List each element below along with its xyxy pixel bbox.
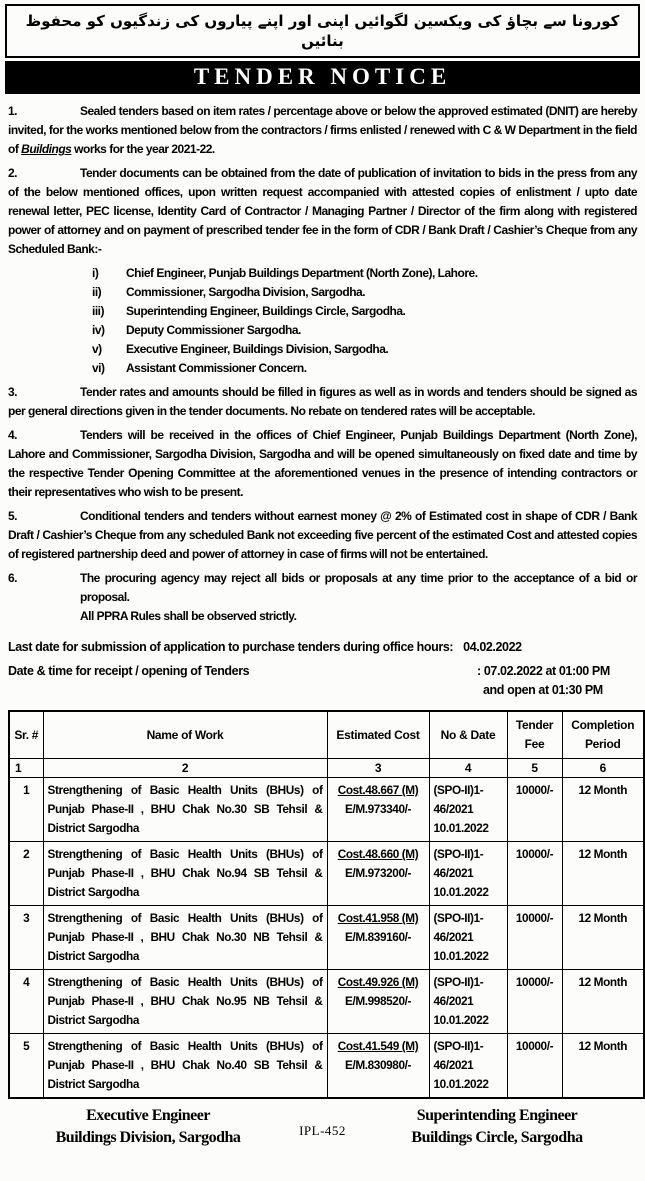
cell-name-of-work: Strengthening of Basic Health Units (BHUs) of Punjab Phase-II , BHU Chak No.95 NB Tehsil & District Sargodha <box>43 970 327 1034</box>
urdu-banner-text: کورونا سے بچاؤ کی ویکسین لگوائیں اپنی اور اپنے پیاروں کی زندگیوں کو محفوظ بنائیں <box>25 12 620 50</box>
table-row <box>9 970 644 1034</box>
cell-completion-period: 12 Month <box>562 906 644 970</box>
tender-number-line1: (SPO-II)1- <box>433 1039 484 1053</box>
paragraph-3-number: 3. <box>8 385 18 399</box>
table-row <box>9 842 644 906</box>
cell-name-of-work: Strengthening of Basic Health Units (BHUs) of Punjab Phase-II , BHU Chak No.30 SB Tehsil & District Sargodha <box>43 778 327 842</box>
paragraph-6-number: 6. <box>8 571 18 585</box>
submission-date-value: 04.02.2022 <box>463 640 522 654</box>
tender-number-line2: 46/2021 <box>433 1058 474 1072</box>
office-item <box>8 302 637 321</box>
cell-completion-period: 12 Month <box>562 1034 644 1099</box>
cell-estimated-cost <box>327 1034 429 1099</box>
paragraph-1-text-after: works for the year 2021-22. <box>71 142 215 156</box>
cost-em: E/M.839160/- <box>344 930 412 944</box>
executive-engineer-signature <box>8 1105 288 1149</box>
cell-tender-fee: 10000/- <box>507 778 562 842</box>
tender-number-line1: (SPO-II)1- <box>433 911 484 925</box>
tender-number-line1: (SPO-II)1- <box>433 783 484 797</box>
ppra-rules-line: All PPRA Rules shall be observed strictly. <box>80 609 297 623</box>
tender-number-line1: (SPO-II)1- <box>433 847 484 861</box>
signatory-title: Executive Engineer <box>86 1107 210 1124</box>
paragraph-3 <box>8 383 637 421</box>
column-number: 5 <box>507 759 562 778</box>
table-row <box>9 1034 644 1099</box>
cell-no-and-date <box>429 842 507 906</box>
dates-section <box>8 638 637 700</box>
column-number: 6 <box>562 759 644 778</box>
cell-completion-period: 12 Month <box>562 970 644 1034</box>
table-row <box>9 778 644 842</box>
paragraph-4 <box>8 426 637 502</box>
paragraph-1-emphasis: Buildings <box>21 142 72 156</box>
paragraph-2-number: 2. <box>8 166 18 180</box>
urdu-banner <box>5 4 640 58</box>
paragraph-4-number: 4. <box>8 428 18 442</box>
office-item <box>8 321 637 340</box>
cell-sr-number: 5 <box>9 1034 43 1099</box>
page-title: TENDER NOTICE <box>193 64 452 89</box>
signature-block <box>8 1105 637 1149</box>
cell-no-and-date <box>429 778 507 842</box>
header-tender-fee: Tender Fee <box>507 711 562 759</box>
cell-sr-number: 3 <box>9 906 43 970</box>
signatory-office: Buildings Division, Sargodha <box>55 1129 241 1146</box>
cost-amount: Cost.41.549 (M) <box>337 1039 419 1053</box>
superintending-engineer-signature <box>357 1105 637 1149</box>
column-number: 3 <box>327 759 429 778</box>
paragraph-5-text: Conditional tenders and tenders without earnest money @ 2% of Estimated cost in shape of CDR / Bank Draft / Cashier’s Cheque from any scheduled Bank not exceeding five percent of the estimated Cost and attested copies of registered partnership deed and power of attorney in case of firms will not be entertained. <box>8 509 637 561</box>
header-sr-number: Sr. # <box>9 711 43 759</box>
paragraph-2 <box>8 164 637 259</box>
opening-date-line <box>8 662 637 700</box>
office-item <box>8 264 637 283</box>
office-item-text: Deputy Commissioner Sargodha. <box>126 323 301 337</box>
header-completion-period: Completion Period <box>562 711 644 759</box>
office-list <box>8 264 637 378</box>
paragraph-2-text: Tender documents can be obtained from the date of publication of invitation to bids in the press from any of the below mentioned offices, upon written request accompanied with attested copies of enlistment / upto date renewal letter, PEC license, Identity Card of Contractor / Managing Partner / Director of the firm along with registered power of attorney and on payment of prescribed tender fee in the form of CDR / Bank Draft / Cashier’s Cheque from any Scheduled Bank:- <box>8 166 637 256</box>
table-row <box>9 906 644 970</box>
office-item-text: Superintending Engineer, Buildings Circle, Sargodha. <box>126 304 406 318</box>
table-body <box>9 778 644 1099</box>
column-number-row <box>9 759 644 778</box>
submission-date-line <box>8 638 637 657</box>
tender-works-table <box>8 710 645 1099</box>
paragraph-4-text: Tenders will be received in the offices of Chief Engineer, Punjab Buildings Department (North Zone), Lahore and Commissioner, Sargodha Division, Sargodha and will be opened simultaneously on fixed date and time by the respective Tender Opening Committee at the aforementioned venues in the presence of intending contractors or their representatives who wish to be present. <box>8 428 637 499</box>
paragraph-1-number: 1. <box>8 104 18 118</box>
header-no-and-date: No & Date <box>429 711 507 759</box>
cell-estimated-cost <box>327 906 429 970</box>
cell-name-of-work: Strengthening of Basic Health Units (BHUs) of Punjab Phase-II , BHU Chak No.30 NB Tehsil & District Sargodha <box>43 906 327 970</box>
cost-amount: Cost.41.958 (M) <box>337 911 419 925</box>
cell-name-of-work: Strengthening of Basic Health Units (BHUs) of Punjab Phase-II , BHU Chak No.40 SB Tehsil & District Sargodha <box>43 1034 327 1099</box>
tender-date: 10.01.2022 <box>433 1077 489 1091</box>
office-item-number: iv) <box>92 323 105 337</box>
cell-completion-period: 12 Month <box>562 778 644 842</box>
opening-date-value-line2: and open at 01:30 PM <box>483 683 603 697</box>
office-item-text: Executive Engineer, Buildings Division, Sargodha. <box>126 342 389 356</box>
cost-em: E/M.830980/- <box>344 1058 412 1072</box>
opening-date-value <box>477 662 637 700</box>
cost-amount: Cost.49.926 (M) <box>337 975 419 989</box>
cell-estimated-cost <box>327 970 429 1034</box>
tender-number-line1: (SPO-II)1- <box>433 975 484 989</box>
paragraph-1 <box>8 102 637 159</box>
cell-completion-period: 12 Month <box>562 842 644 906</box>
tender-number-line2: 46/2021 <box>433 802 474 816</box>
cost-em: E/M.973340/- <box>344 802 412 816</box>
cost-amount: Cost.48.660 (M) <box>337 847 419 861</box>
cell-sr-number: 1 <box>9 778 43 842</box>
header-name-of-work: Name of Work <box>43 711 327 759</box>
tender-date: 10.01.2022 <box>433 885 489 899</box>
tender-date: 10.01.2022 <box>433 1013 489 1027</box>
cell-name-of-work: Strengthening of Basic Health Units (BHUs) of Punjab Phase-II , BHU Chak No.94 SB Tehsil & District Sargodha <box>43 842 327 906</box>
column-number: 1 <box>9 759 43 778</box>
cell-estimated-cost <box>327 842 429 906</box>
signatory-title: Superintending Engineer <box>416 1107 578 1124</box>
opening-date-value-line1: : 07.02.2022 at 01:00 PM <box>477 664 610 678</box>
cell-estimated-cost <box>327 778 429 842</box>
column-number: 2 <box>43 759 327 778</box>
tender-number-line2: 46/2021 <box>433 866 474 880</box>
paragraph-6-text: The procuring agency may reject all bids or proposals at any time prior to the acceptance of a bid or proposal. <box>80 571 637 604</box>
tender-date: 10.01.2022 <box>433 821 489 835</box>
cell-no-and-date <box>429 970 507 1034</box>
header-estimated-cost: Estimated Cost <box>327 711 429 759</box>
cost-amount: Cost.48.667 (M) <box>337 783 419 797</box>
tender-number-line2: 46/2021 <box>433 930 474 944</box>
signatory-office: Buildings Circle, Sargodha <box>411 1129 583 1146</box>
tender-date: 10.01.2022 <box>433 949 489 963</box>
ipl-number: IPL-452 <box>299 1122 346 1138</box>
office-item <box>8 283 637 302</box>
paragraph-6 <box>8 569 637 626</box>
cell-tender-fee: 10000/- <box>507 1034 562 1099</box>
office-item <box>8 340 637 359</box>
cost-em: E/M.973200/- <box>344 866 412 880</box>
notice-title-bar <box>5 61 640 94</box>
cell-tender-fee: 10000/- <box>507 906 562 970</box>
paragraph-3-text: Tender rates and amounts should be filled in figures as well as in words and tenders should be signed as per general directions given in the tender documents. No rebate on tendered rates will be acceptable. <box>8 385 637 418</box>
office-item-number: v) <box>92 342 102 356</box>
office-item-text: Chief Engineer, Punjab Buildings Department (North Zone), Lahore. <box>126 266 478 280</box>
tender-number-line2: 46/2021 <box>433 994 474 1008</box>
paragraph-5-number: 5. <box>8 509 18 523</box>
submission-date-label: Last date for submission of application to purchase tenders during office hours: <box>8 640 454 654</box>
cell-no-and-date <box>429 906 507 970</box>
office-item-number: iii) <box>92 304 104 318</box>
notice-body <box>5 94 640 1149</box>
office-item-text: Assistant Commissioner Concern. <box>126 361 307 375</box>
table-header-row <box>9 711 644 759</box>
paragraph-5 <box>8 507 637 564</box>
office-item <box>8 359 637 378</box>
cost-em: E/M.998520/- <box>344 994 412 1008</box>
office-item-number: ii) <box>92 285 102 299</box>
cell-sr-number: 2 <box>9 842 43 906</box>
office-item-text: Commissioner, Sargodha Division, Sargodha. <box>126 285 366 299</box>
cell-tender-fee: 10000/- <box>507 970 562 1034</box>
cell-no-and-date <box>429 1034 507 1099</box>
paragraph-1-text: Sealed tenders based on item rates / percentage above or below the approved estimated (DNIT) are hereby invited, for the works mentioned below from the contractors / firms enlisted / renewed with C & W Department in the field of <box>8 104 637 156</box>
office-item-number: i) <box>92 266 99 280</box>
column-number: 4 <box>429 759 507 778</box>
cell-sr-number: 4 <box>9 970 43 1034</box>
opening-date-label: Date & time for receipt / opening of Tenders <box>8 664 250 678</box>
office-item-number: vi) <box>92 361 105 375</box>
cell-tender-fee: 10000/- <box>507 842 562 906</box>
